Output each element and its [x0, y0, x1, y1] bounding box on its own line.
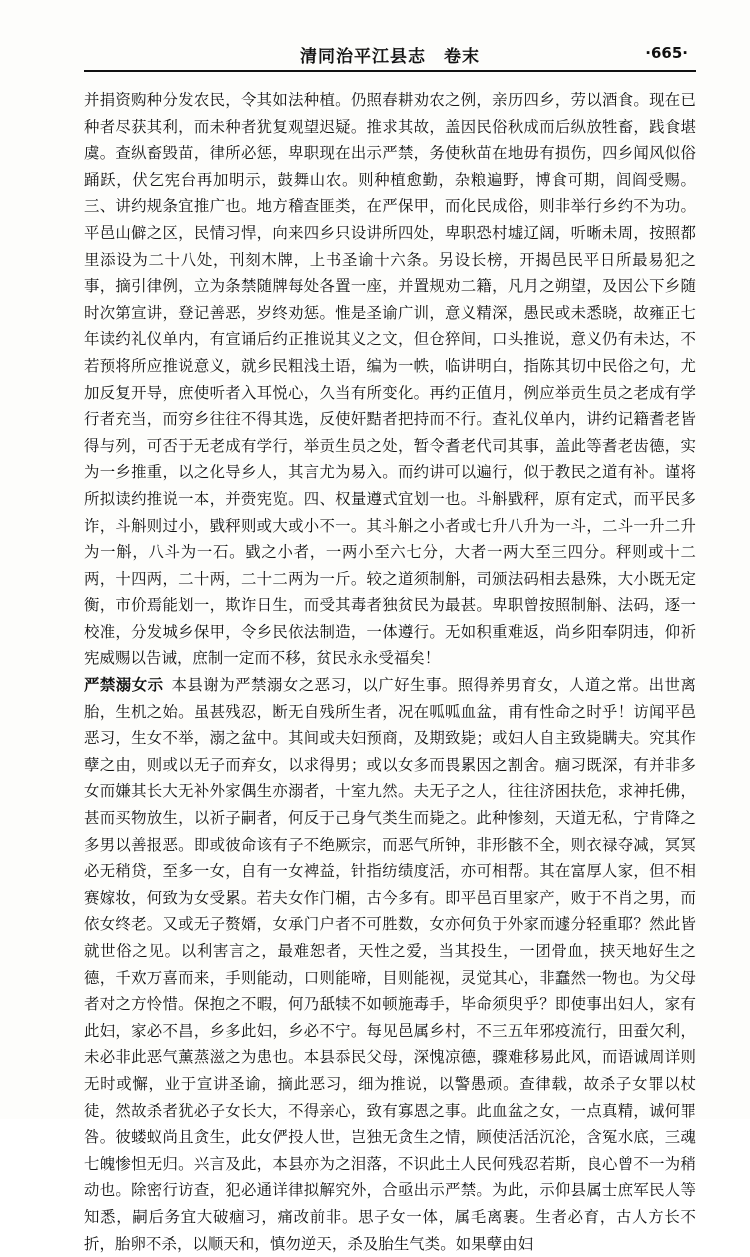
- paragraph-continuation: [84, 87, 696, 672]
- page-header: [84, 38, 696, 72]
- running-title: 清同治平江县志 卷末: [300, 47, 480, 67]
- section-heading: 严禁溺女示: [84, 676, 164, 695]
- body-text: [84, 87, 696, 1253]
- page-number: ·665·: [645, 44, 688, 62]
- paragraph-text: 本县谢为严禁溺女之恶习，以广好生事。照得养男育女，人道之常。出世离胎，生机之始。虽甚残忍，断无自残所生者，况在呱呱血盆，甫有性命之时乎！访闻平邑恶习，生女不举，溺之盆中。其间或夫妇预商，及期致毙；或妇人自主致毙瞒夫。究其作孽之由，则或以无子而弃女，以求得男；或以女多而畏累因之割舍。痼习既深，有并非多女而嫌其长大无补外家偶生亦溺者，十室九然。夫无子之人，往往济困扶危，求神托佛，甚而买物放生，以祈子嗣者，何反于己身气类生而毙之。此种惨刻，天道无私，宁肯降之多男以善报恶。即或彼命该有子不绝厥宗，而恶气所钟，非形骸不全，则衣禄夺减，冥冥必无稍贷，至多一女，自有一女裨益，针指纺绩度活，亦可相帮。其在富厚人家，但不相赛嫁妆，何致为女受累。若夫女作门楣，古今多有。即平邑百里家产，败于不肖之男，而依女终老。又或无子赘婿，女承门户者不可胜数，女亦何负于外家而遽分轻重耶？然此皆就世俗之见。以利害言之，最难恕者，天性之爱，当其投生，一团骨血，挟天地好生之德，千欢万喜而来，手则能动，口则能啼，目则能视，灵觉其心，非蠢然一物也。为父母者对之方怜惜。保抱之不暇，何乃舐犊不如顿施毒手，毕命须臾乎？即使事出妇人，家有此妇，家必不昌，乡多此妇，乡必不宁。每见邑属乡村，不三五年邪疫流行，田蚕欠利，未必非此恶气薰蒸滋之为患也。本县忝民父母，深愧凉德，骤难移易此风，而语诚周详则无时或懈，业于宣讲圣谕，摘此恶习，细为推说，以警愚顽。查律载，故杀子女罪以杖徒，然故杀者犹必子女长大，不得亲心，致有寡恩之事。此血盆之女，一点真精，诚何罪咎。彼蝼蚁尚且贪生，此女俨投人世，岂独无贪生之情，顾使活活沉沦，含冤水底，三魂七魄惨怛无归。兴言及此，本县亦为之泪落，不识此土人民何残忍若斯，良心曾不一为稍动也。除密行访查，犯必通详律拟解究外，合亟出示严禁。为此，示仰县属士庶军民人等知悉，嗣后务宜大破痼习，痛改前非。思子女一体，属毛离裹。生者必育，古人方长不折，胎卵不杀，以顺天和，慎勿逆天，杀及胎生气类。如果孽由妇: [84, 676, 696, 1253]
- paragraph-proclamation: [84, 672, 696, 1257]
- paragraph-text: 并捐资购种分发农民，令其如法种植。仍照春耕劝农之例，亲历四乡，劳以酒食。现在已种者尽获其利，而未种者犹复观望迟疑。推求其故，盖因民俗秋成而后纵放牲畜，践食堪虞。查纵畜毁苗，律所必惩，卑职现在出示严禁，务使秋苗在地毋有损伤，四乡闻风似俗踊跃，伏乞宪台再加明示，鼓舞山农。则种植愈勤，杂粮遍野，博食可期，闾阎受赐。三、讲约规条宜推广也。地方稽查匪类，在严保甲，而化民成俗，则非举行乡约不为功。平邑山僻之区，民情习悍，向来四乡只设讲所四处，卑职恐村墟辽阔，听晰未周，按照都里添设为二十八处，刊刻木牌，上书圣谕十六条。另设长榜，开揭邑民平日所最易犯之事，摘引律例，立为条禁随牌每处各置一座，并置规劝二籍，凡月之朔望，及因公下乡随时次第宣讲，登记善恶，岁终劝惩。惟是圣谕广训，意义精深，愚民或未悉晓，故雍正七年读约礼仪单内，有宣诵后约正推说其义之文，但仓猝间，口头推说，意义仍有未达，不若预将所应推说意义，就乡民粗浅土语，编为一帙，临讲明白，指陈其切中民俗之句，尤加反复开导，庶使听者入耳悦心，久当有所变化。再约正值月，例应举贡生员之老成有学行者充当，而穷乡往往不得其选，反使奸黠者把持而不行。查礼仪单内，讲约记籍耆老皆得与列，可否于无老成有学行，举贡生员之处，暂令耆老代司其事，盖此等耆老齿德，实为一乡推重，以之化导乡人，其言尤为易入。而约讲可以遍行，似于教民之道有补。谨将所拟读约推说一本，并赍宪览。四、权量遵式宜划一也。斗斛戥秤，原有定式，而平民多诈，斗斛则过小，戥秤则或大或小不一。其斗斛之小者或七升八升为一斗，二斗一升二升为一斛，八斗为一石。戥之小者，一两小至六七分，大者一两大至三四分。秤则或十二两，十四两，二十两，二十二两为一斤。较之道须制斛，司颁法码相去悬殊，大小既无定衡，市价焉能划一，欺诈日生，而受其毒者独贫民为最甚。卑职曾按照制斛、法码，逐一校准，分发城乡保甲，令乡民依法制造，一体遵行。无如积重难返，尚乡阳奉阴违，仰祈宪威赐以告诫，庶制一定而不移，贫民永永受福矣！: [84, 91, 696, 668]
- header-rule: [84, 70, 696, 72]
